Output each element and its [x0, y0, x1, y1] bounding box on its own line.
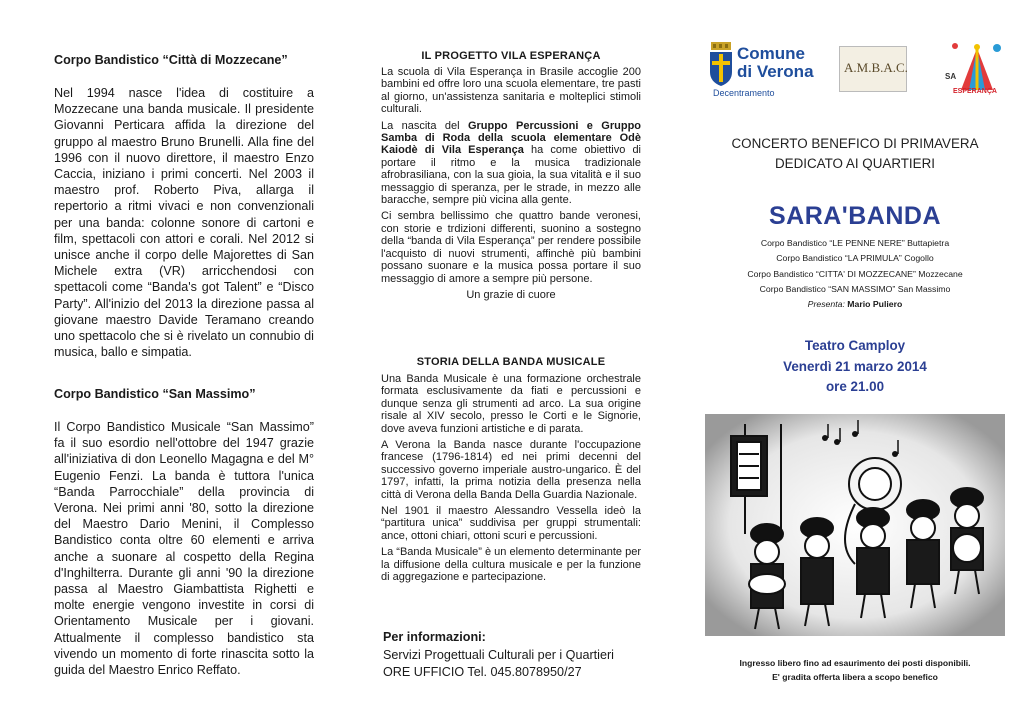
performer: [705, 282, 1005, 297]
bold-span: Gruppo Percussioni e Gruppo Samba di Roda della scuola elementare Odè Kaiodè di Vila Esperança: [381, 119, 642, 157]
ambac-caption: [840, 49, 906, 54]
thanks-text: Un grazie di cuore: [466, 288, 556, 301]
concert-line-1: CONCERTO BENEFICO DI PRIMAVERA: [731, 136, 979, 151]
event-details: [705, 336, 1005, 398]
performer-name: Corpo Bandistico “CITTA' DI MOZZECANE”: [747, 268, 916, 279]
info-line-2: ORE UFFICIO Tel. 045.8078950/27: [383, 665, 582, 679]
heading-mozzecane: Corpo Bandistico “Città di Mozzecane”: [54, 53, 288, 67]
presenter-name: Mario Puliero: [847, 299, 903, 310]
performer-place: Cogollo: [901, 253, 934, 264]
paragraph-vila-1: La scuola di Vila Esperança in Brasile accoglie 200 bambini ed offre loro una scuola elementare, tre pasti al giorno, un'assistenza sanitaria e molteplici stimoli culturali.: [381, 66, 641, 116]
performer: [705, 236, 1005, 251]
di-verona-label: di Verona: [737, 62, 814, 81]
vila-label-sa: SA: [945, 72, 957, 81]
heading-progetto-vila: IL PROGETTO VILA ESPERANÇA: [421, 50, 601, 62]
performer-name: Corpo Bandistico “LA PRIMULA”: [776, 253, 902, 264]
performer: [705, 267, 1005, 282]
performer-place: Buttapietra: [904, 238, 950, 248]
comune-label: Comune: [737, 44, 805, 63]
paragraph-san-massimo: Il Corpo Bandistico Musicale “San Massimo” fa il suo esordio nell'ottobre del 1947 grazie all'iniziativa di don Leonello Magagna e del M° Eugenio Fenzi. La banda è tuttora l'unica “Banda Parrocchiale” della provincia di Verona. Nei primi anni '80, sotto la direzione del Maestro Dario Menini, il Complesso Bandistico conta oltre 60 elementi e arriva anche a suonare al cospetto della Regina d'Inghilterra. Durante gli anni '90 la direzione passa al Maestro Giambattista Righetti e molte energie vengono investite in corsi di Orientamento Musicale per i giovani. Attualmente il complesso bandistico sta vivendo un momento di forte rinascita sotto la guida del Maestro Enrico Reffato.: [54, 420, 314, 678]
performer: [705, 251, 1005, 266]
footer-line-2: E' gradita offerta libera a scopo benefico: [772, 672, 938, 682]
heading-storia: STORIA DELLA BANDA MUSICALE: [416, 356, 606, 368]
footer-note: [705, 656, 1005, 684]
info-heading: Per informazioni:: [383, 630, 486, 644]
performer-place: Mozzecane: [915, 268, 963, 279]
text-span: La nascita del: [381, 119, 468, 132]
presenter-label: Presenta:: [807, 299, 848, 310]
concert-line-2: DEDICATO AI QUARTIERI: [775, 156, 935, 171]
event-title: SARA'BANDA: [768, 202, 942, 230]
footer-line-1: Ingresso libero fino ad esaurimento dei posti disponibili.: [739, 658, 971, 668]
vila-label-esperanca: ESPERANÇA: [953, 88, 997, 95]
performers-list: [705, 236, 1005, 312]
vila-esperanca-logo: [947, 40, 1005, 100]
event-time: ore 21.00: [825, 379, 885, 394]
performer-name: Corpo Bandistico “LE PENNE NERE”: [760, 238, 905, 248]
paragraph-storia-2: A Verona la Banda nasce durante l'occupazione francese (1796-1814) ed nei primi decenni del successivo governo imperiale austro-ungarico. È del 1797, infatti, la prima notizia della presenza nella città di Verona della Banda Della Guardia Nazionale.: [381, 439, 641, 501]
paragraph-vila-2: [381, 120, 641, 207]
heading-san-massimo: Corpo Bandistico “San Massimo”: [54, 387, 256, 401]
comune-verona-logo: [709, 42, 819, 100]
concert-title: [705, 134, 1005, 174]
column-mozzecane-sanmassimo: [54, 0, 314, 724]
paragraph-storia-1: Una Banda Musicale è una formazione orchestrale formata esclusivamente da fiati e percussioni e dunque senza gli strumenti ad arco. La sua origine risale al XIV secolo, presso le Corti e le Signorie, dove aveva funzioni artistiche e di parata.: [381, 373, 641, 435]
presenter: [705, 297, 1005, 312]
performer-name: Corpo Bandistico “SAN MASSIMO”: [759, 283, 896, 294]
performer-place: San Massimo: [895, 283, 951, 294]
text-span: ha come obiettivo di portare il ritmo e la musica tradizionale afrobrasiliana, con la sua gioia, la sua vitalità e il suo messaggio di speranza, per le strade, in mezzo alle baracche, sempre più vicina alla gente.: [381, 144, 642, 207]
verona-crest-icon: [709, 42, 733, 86]
ambac-logo: [839, 46, 907, 92]
paragraph-storia-3: Nel 1901 il maestro Alessandro Vessella ideò la “partitura unica” suddivisa per gruppi strumentali: ance, ottoni chiari, ottoni scuri e percussioni.: [381, 505, 641, 542]
event-date: Venerdì 21 marzo 2014: [783, 358, 927, 374]
paragraph-mozzecane: Nel 1994 nasce l'idea di costituire a Mozzecane una banda musicale. Il presidente Giovanni Perticara affida la direzione del gruppo al maestro Bruno Brunelli. Alla fine del 1996 con il nuovo direttore, il maestro Enzo Caccia, iniziano i primi concerti. Nel 2003 il maestro prof. Roberto Piva, allarga il repertorio a ritmi vivaci e non convenzionali per una banda: colonne sonore di cartoni e film, spettacoli con attori e corali. Nel 2012 si unisce anche il corpo delle Majorettes di San Michele extra (VR) arricchendosi con spettacoli come “Banda's got Talent” e “Disco Party”. All'inizio del 2013 la direzione passa al giovane maestro Davide Teramano creando uno spettacolo che si è rivelato un connubio di musica, ballo e simpatia.: [54, 86, 314, 360]
column-vila-esperanca-storia: [381, 0, 641, 724]
column-cover: [705, 0, 1005, 724]
info-line-1: Servizi Progettuali Culturali per i Quartieri: [383, 648, 614, 662]
venue: Teatro Camploy: [804, 338, 906, 353]
decentramento-label: Decentramento: [713, 88, 775, 98]
logo-row: [705, 40, 1005, 102]
paragraph-vila-3: Ci sembra bellissimo che quattro bande veronesi, con storie e trdizioni differenti, suonino a sostegno della “banda di Vila Esperança” per rendere possibile l'acquisto di nuovi strumenti, affinchè più bambini possano suonare e la musica possa portare il suo messaggio di amore a sempre più persone.: [381, 210, 641, 285]
paragraph-storia-4: La “Banda Musicale” è un elemento determinante per la diffusione della cultura musicale e per la funzione di aggregazione e partecipazione.: [381, 546, 641, 584]
marching-band-illustration: [705, 414, 1005, 636]
ambac-label: A.M.B.A.C.: [844, 60, 908, 75]
